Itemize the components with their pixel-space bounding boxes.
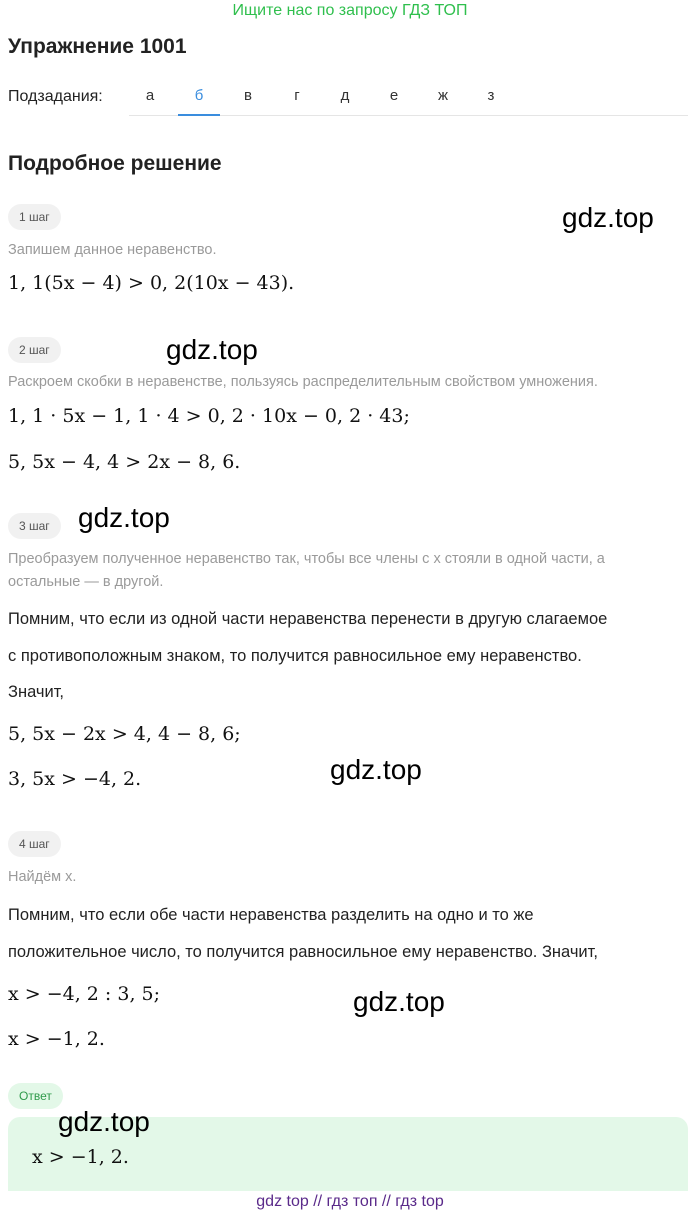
step-4-badge: 4 шаг — [8, 831, 61, 857]
step-4-math-1: x > −4, 2 : 3, 5; — [8, 983, 161, 1005]
step-3-text-3: Значит, — [8, 683, 65, 701]
step-3-hint-1: Преобразуем полученное неравенство так, чтобы все члены с x стояли в одной части, а — [8, 551, 605, 567]
step-4-text-2: положительное число, то получится равносильное ему неравенство. Значит, — [8, 943, 598, 961]
step-1-badge: 1 шаг — [8, 204, 61, 230]
tab-e[interactable]: е — [389, 87, 399, 104]
step-2-hint: Раскроем скобки в неравенстве, пользуясь распределительным свойством умножения. — [8, 374, 598, 390]
tab-zh[interactable]: ж — [437, 87, 449, 104]
tab-b[interactable]: б — [178, 84, 220, 116]
subtasks-nav — [8, 84, 688, 116]
watermark: gdz.top — [353, 986, 445, 1017]
watermark: gdz.top — [562, 202, 654, 233]
watermark: gdz.top — [166, 334, 258, 365]
step-2-badge: 2 шаг — [8, 337, 61, 363]
step-3-text-2: с противоположным знаком, то получится равносильное ему неравенство. — [8, 647, 582, 665]
solution-title: Подробное решение — [8, 152, 222, 175]
watermark: gdz.top — [58, 1106, 150, 1137]
footer-links: gdz top // гдз топ // гдз top — [256, 1193, 444, 1210]
step-4-text-1: Помним, что если обе части неравенства разделить на одно и то же — [8, 906, 534, 924]
subtask-tabs — [129, 84, 688, 116]
subtasks-label: Подзадания: — [8, 88, 103, 105]
tab-d[interactable]: д — [340, 87, 350, 104]
watermark: gdz.top — [78, 502, 170, 533]
step-3-math-2: 3, 5x > −4, 2. — [8, 768, 142, 790]
step-3-math-1: 5, 5x − 2x > 4, 4 − 8, 6; — [8, 723, 241, 745]
answer-badge: Ответ — [8, 1083, 63, 1109]
step-3-hint-2: остальные — в другой. — [8, 574, 164, 590]
watermark: gdz.top — [330, 754, 422, 785]
step-3-text-1: Помним, что если из одной части неравенства перенести в другую слагаемое — [8, 610, 608, 628]
step-4-hint: Найдём x. — [8, 869, 77, 885]
step-1-hint: Запишем данное неравенство. — [8, 242, 217, 258]
tab-z[interactable]: з — [487, 87, 495, 104]
step-2-math-2: 5, 5x − 4, 4 > 2x − 8, 6. — [8, 451, 241, 473]
tab-a[interactable]: а — [145, 87, 155, 104]
step-3-badge: 3 шаг — [8, 513, 61, 539]
answer-math: x > −1, 2. — [32, 1146, 129, 1168]
step-4-math-2: x > −1, 2. — [8, 1028, 105, 1050]
exercise-title: Упражнение 1001 — [8, 35, 187, 58]
promo-banner: Ищите нас по запросу ГДЗ ТОП — [232, 2, 468, 19]
tab-v[interactable]: в — [244, 87, 252, 104]
step-1-math: 1, 1(5x − 4) > 0, 2(10x − 43). — [8, 272, 295, 294]
tab-g[interactable]: г — [294, 87, 300, 104]
step-2-math-1: 1, 1 · 5x − 1, 1 · 4 > 0, 2 · 10x − 0, 2 · 43; — [8, 405, 410, 427]
